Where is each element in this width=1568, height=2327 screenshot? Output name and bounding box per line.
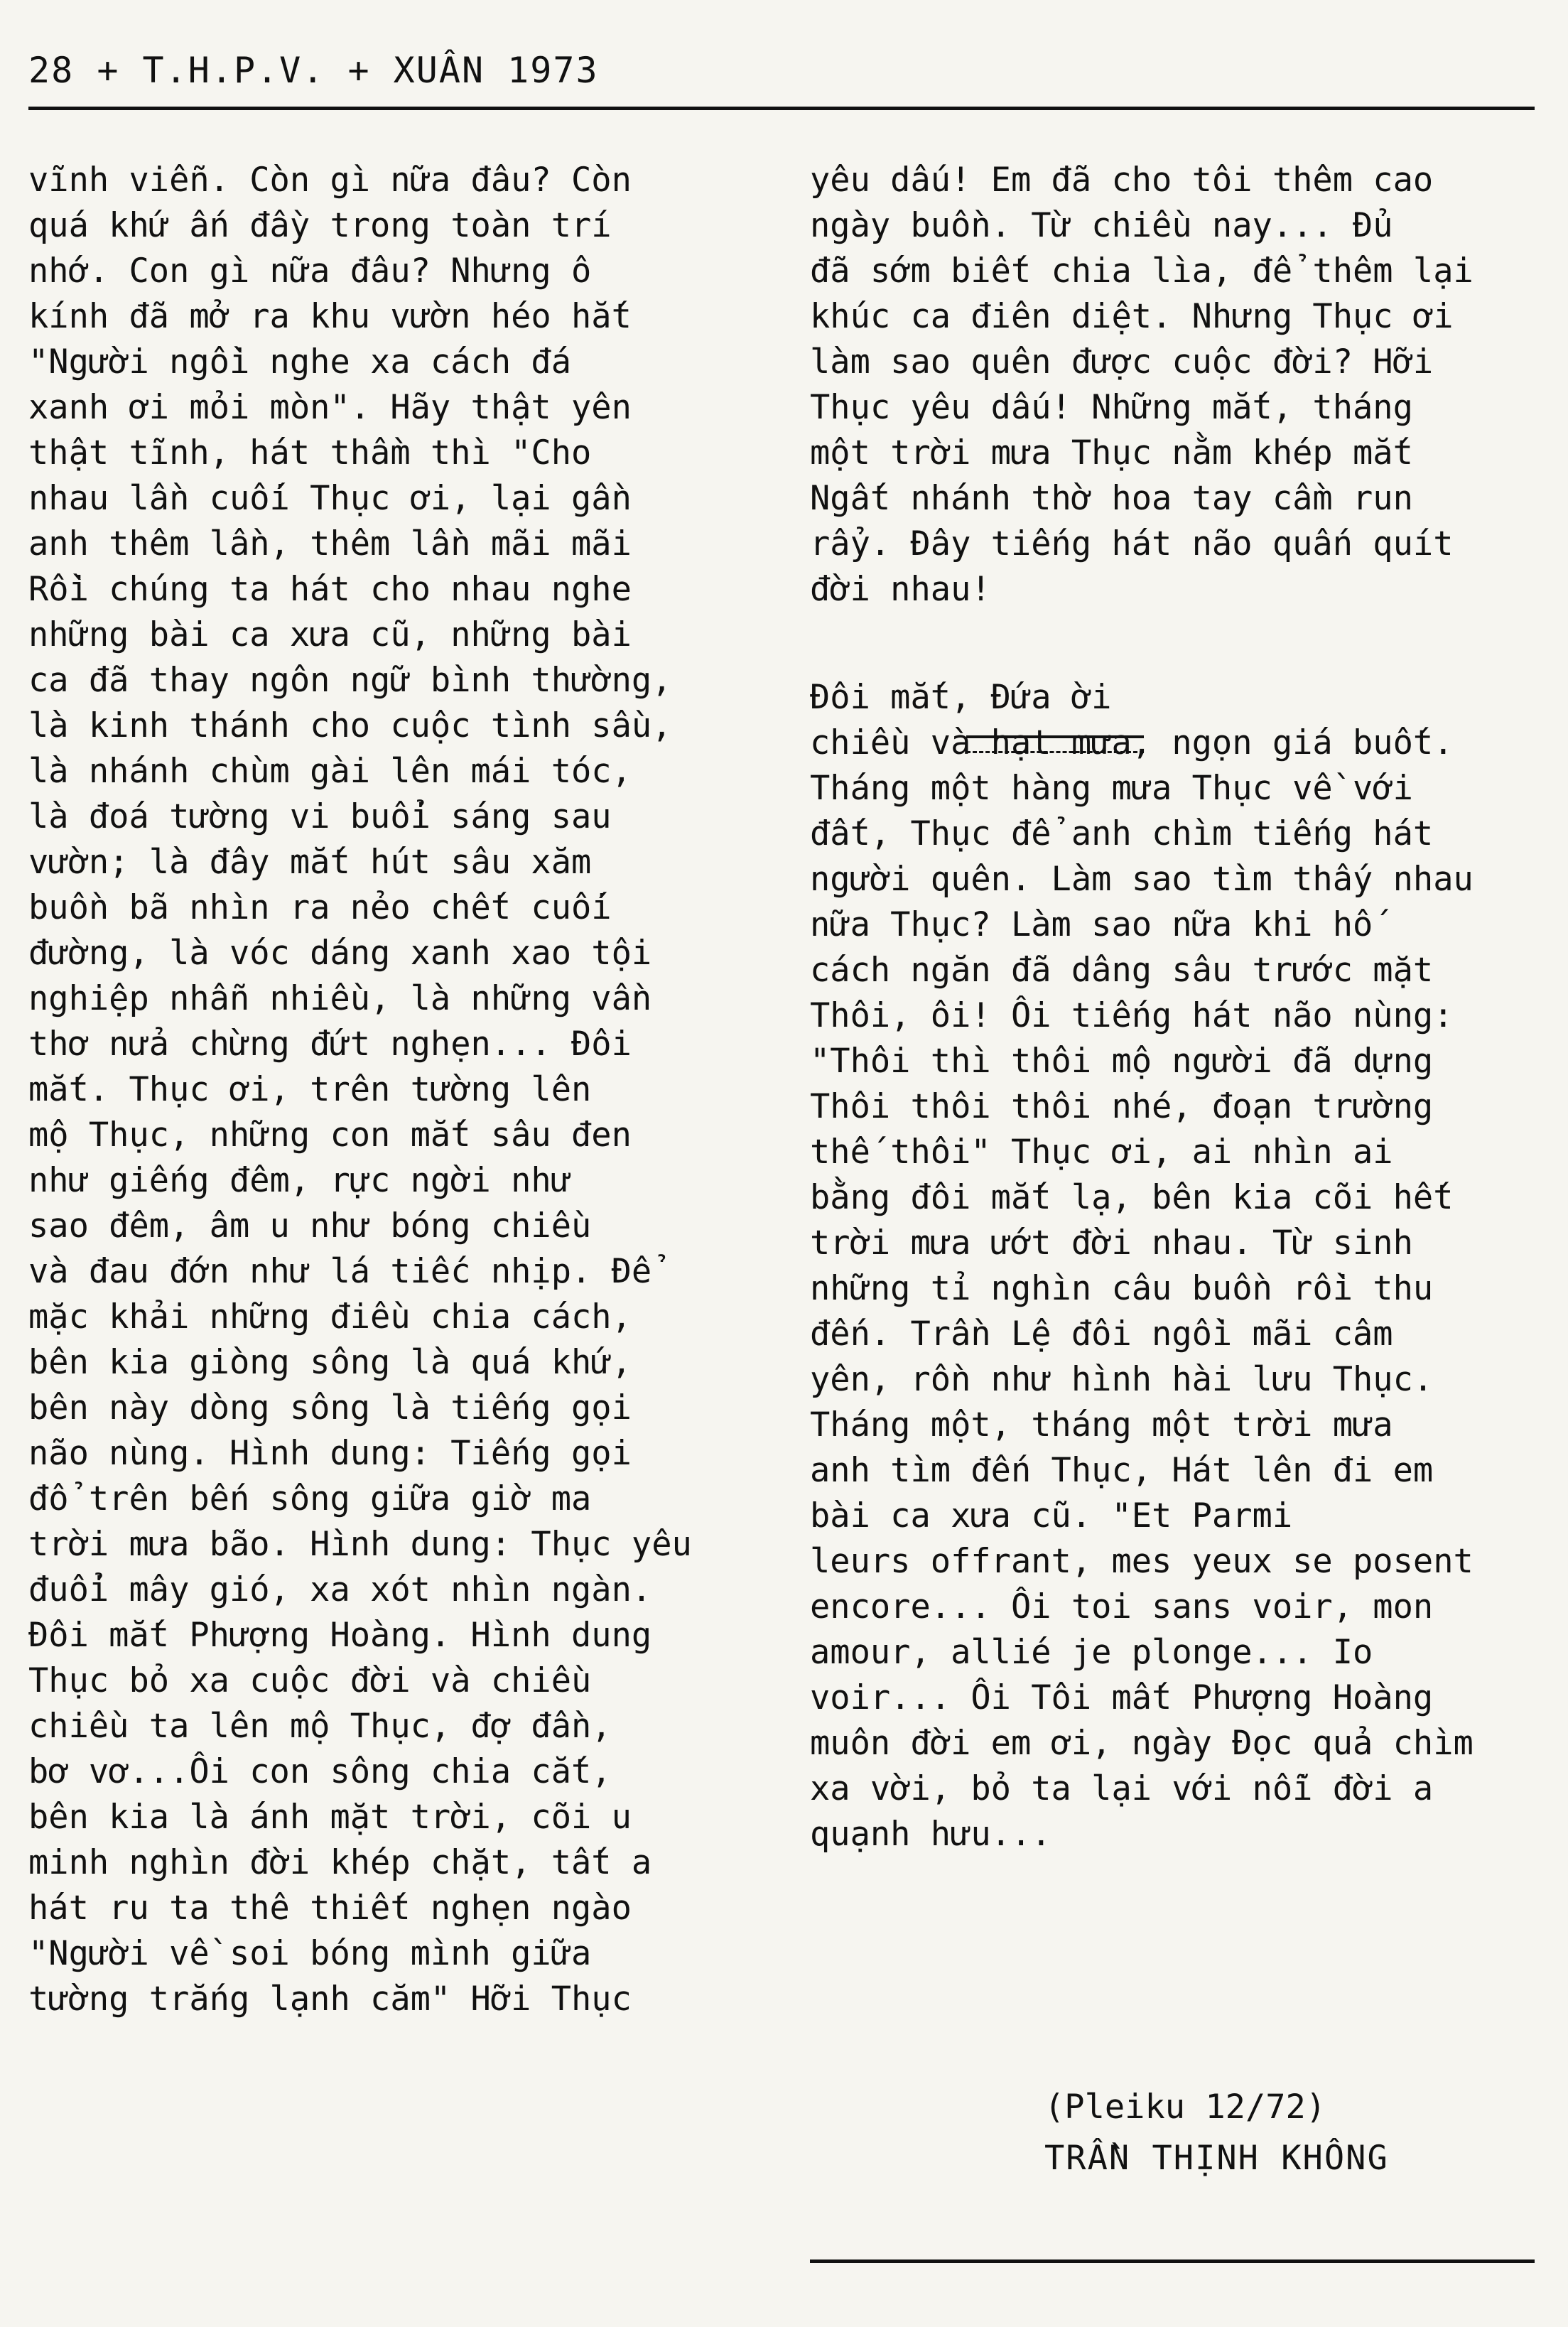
text-line: Thôi, ôi! Ôi tiếng hát não nùng: [810,996,1454,1035]
text-line: đến. Trần Lệ đôi ngồi mãi câm [810,1314,1393,1354]
text-line: đất, Thục để anh chìm tiếng hát [810,814,1434,853]
text-line: đuổi mây gió, xa xót nhìn ngàn. [28,1570,652,1609]
text-line: "Người ngồi nghe xa cách đá [28,342,572,382]
text-line: những bài ca xưa cũ, những bài [28,615,632,654]
author-signature: TRẦN THỊNH KHÔNG [1044,2139,1389,2178]
text-line: chiều ta lên mộ Thục, đợ đần, [28,1707,612,1746]
text-line: những tỉ nghìn câu buồn rồi thu [810,1269,1434,1308]
text-line: như giếng đêm, rực ngời như [28,1161,572,1200]
text-line: Thục bỏ xa cuộc đời và chiều [28,1661,592,1700]
text-line: người quên. Làm sao tìm thấy nhau [810,860,1474,899]
text-line: ca đã thay ngôn ngữ bình thường, [28,661,672,700]
text-line: Rồi chúng ta hát cho nhau nghe [28,570,632,609]
text-line: xanh ơi mỏi mòn". Hãy thật yên [28,388,632,427]
text-line: thế thôi" Thục ơi, ai nhìn ai [810,1133,1393,1172]
text-line: mắt. Thục ơi, trên tường lên [28,1070,592,1109]
text-line: nhớ. Con gì nữa đâu? Nhưng ô [28,252,592,291]
publication-title: + T.H.P.V. + XUÂN 1973 [97,50,599,91]
text-line: minh nghìn đời khép chặt, tất a [28,1843,652,1882]
text-line: là đoá tường vi buổi sáng sau [28,797,612,836]
text-line: Thục yêu dấu! Những mắt, tháng [810,388,1413,427]
text-line: Tháng một, tháng một trời mưa [810,1405,1393,1445]
text-line: quá khứ ấn đầy trong toàn trí [28,206,612,245]
text-line: Đôi mắt Phượng Hoàng. Hình dung [28,1616,652,1655]
text-line: yêu dấu! Em đã cho tôi thêm cao [810,161,1434,200]
text-line: yên, rồn như hình hài lưu Thục. [810,1360,1434,1399]
text-line: rẩy. Đây tiếng hát não quấn quít [810,524,1454,563]
text-line: não nùng. Hình dung: Tiếng gọi [28,1434,632,1473]
text-line: Thôi thôi thôi nhé, đoạn trường [810,1087,1434,1126]
text-line: trời mưa bão. Hình dung: Thục yêu [28,1525,692,1564]
text-line: bài ca xưa cũ. "Et Parmi [810,1496,1293,1535]
text-line: mộ Thục, những con mắt sâu đen [28,1116,632,1155]
text-line: anh thêm lần, thêm lần mãi mãi [28,524,632,563]
right-column-paragraph-2 [810,675,1535,1857]
article-left-column [28,158,739,2022]
text-line: buồn bã nhìn ra nẻo chết cuối [28,888,612,927]
text-line: nữa Thục? Làm sao nữa khi hố [810,905,1373,944]
text-line: voir... Ôi Tôi mất Phượng Hoàng [810,1678,1434,1717]
text-line: Tháng một hàng mưa Thục về với [810,769,1413,808]
text-line: chiều và hạt mưa, ngọn giá buốt. [810,723,1454,762]
text-line: xa vời, bỏ ta lại với nỗi đời a [810,1769,1434,1808]
text-line: sao đêm, âm u như bóng chiều [28,1206,592,1246]
text-line: đường, là vóc dáng xanh xao tội [28,934,652,973]
text-line: vườn; là đây mắt hút sâu xăm [28,843,592,882]
page-header [28,50,599,91]
text-line: "Thôi thì thôi mộ người đã dựng [810,1042,1434,1081]
text-line: Đôi mắt, Đứa ời [810,678,1112,717]
text-line: vĩnh viễn. Còn gì nữa đâu? Còn [28,161,632,200]
text-line: nhau lần cuối Thục ơi, lại gần [28,479,632,518]
right-column-paragraph-1 [810,158,1535,612]
closing-rule [810,2259,1535,2263]
text-line: đã sớm biết chia lìa, để thêm lại [810,252,1474,291]
text-line: đổ trên bến sông giữa giờ ma [28,1479,592,1518]
text-line: quạnh hưu... [810,1815,1051,1854]
text-line: bên kia giòng sông là quá khứ, [28,1343,632,1382]
place-date: (Pleiku 12/72) [1044,2088,1326,2127]
text-line: trời mưa ướt đời nhau. Từ sinh [810,1224,1413,1263]
text-line: muôn đời em ơi, ngày Đọc quả chìm [810,1724,1474,1763]
text-line: hát ru ta thê thiết nghẹn ngào [28,1889,632,1928]
text-line: encore... Ôi toi sans voir, mon [810,1587,1434,1626]
page-number: 28 [28,50,75,91]
section-ornament [966,735,1144,753]
text-line: cách ngăn đã dâng sâu trước mặt [810,951,1434,990]
text-line: Ngất nhánh thờ hoa tay cầm run [810,479,1413,518]
text-line: tường trắng lạnh căm" Hỡi Thục [28,1980,632,2019]
text-line: là nhánh chùm gài lên mái tóc, [28,752,632,791]
text-line: bằng đôi mắt lạ, bên kia cõi hết [810,1178,1454,1217]
article-right-column [810,158,1535,1857]
text-line: mặc khải những điều chia cách, [28,1297,632,1337]
text-line: là kinh thánh cho cuộc tình sầu, [28,706,672,745]
text-line: kính đã mở ra khu vườn héo hắt [28,297,632,336]
text-line: làm sao quên được cuộc đời? Hỡi [810,342,1434,382]
text-line: bơ vơ...Ôi con sông chia cắt, [28,1752,612,1791]
text-line: "Người về soi bóng mình giữa [28,1934,592,1973]
text-line: đời nhau! [810,570,991,609]
text-line: nghiệp nhẫn nhiều, là những vần [28,979,652,1018]
text-line: bên này dòng sông là tiếng gọi [28,1388,632,1427]
text-line: anh tìm đến Thục, Hát lên đi em [810,1451,1434,1490]
text-line: khúc ca điên diệt. Nhưng Thục ơi [810,297,1454,336]
text-line: và đau đớn như lá tiếc nhịp. Để [28,1252,652,1291]
text-line: leurs offrant, mes yeux se posent [810,1542,1474,1581]
text-line: thơ nửa chừng đứt nghẹn... Đôi [28,1025,632,1064]
header-rule [28,107,1535,110]
text-line: bên kia là ánh mặt trời, cõi u [28,1798,632,1837]
text-line: thật tĩnh, hát thầm thì "Cho [28,433,592,473]
text-line: ngày buồn. Từ chiều nay... Đủ [810,206,1393,245]
text-line: một trời mưa Thục nằm khép mắt [810,433,1413,473]
text-line: amour, allié je plonge... Io [810,1633,1373,1672]
